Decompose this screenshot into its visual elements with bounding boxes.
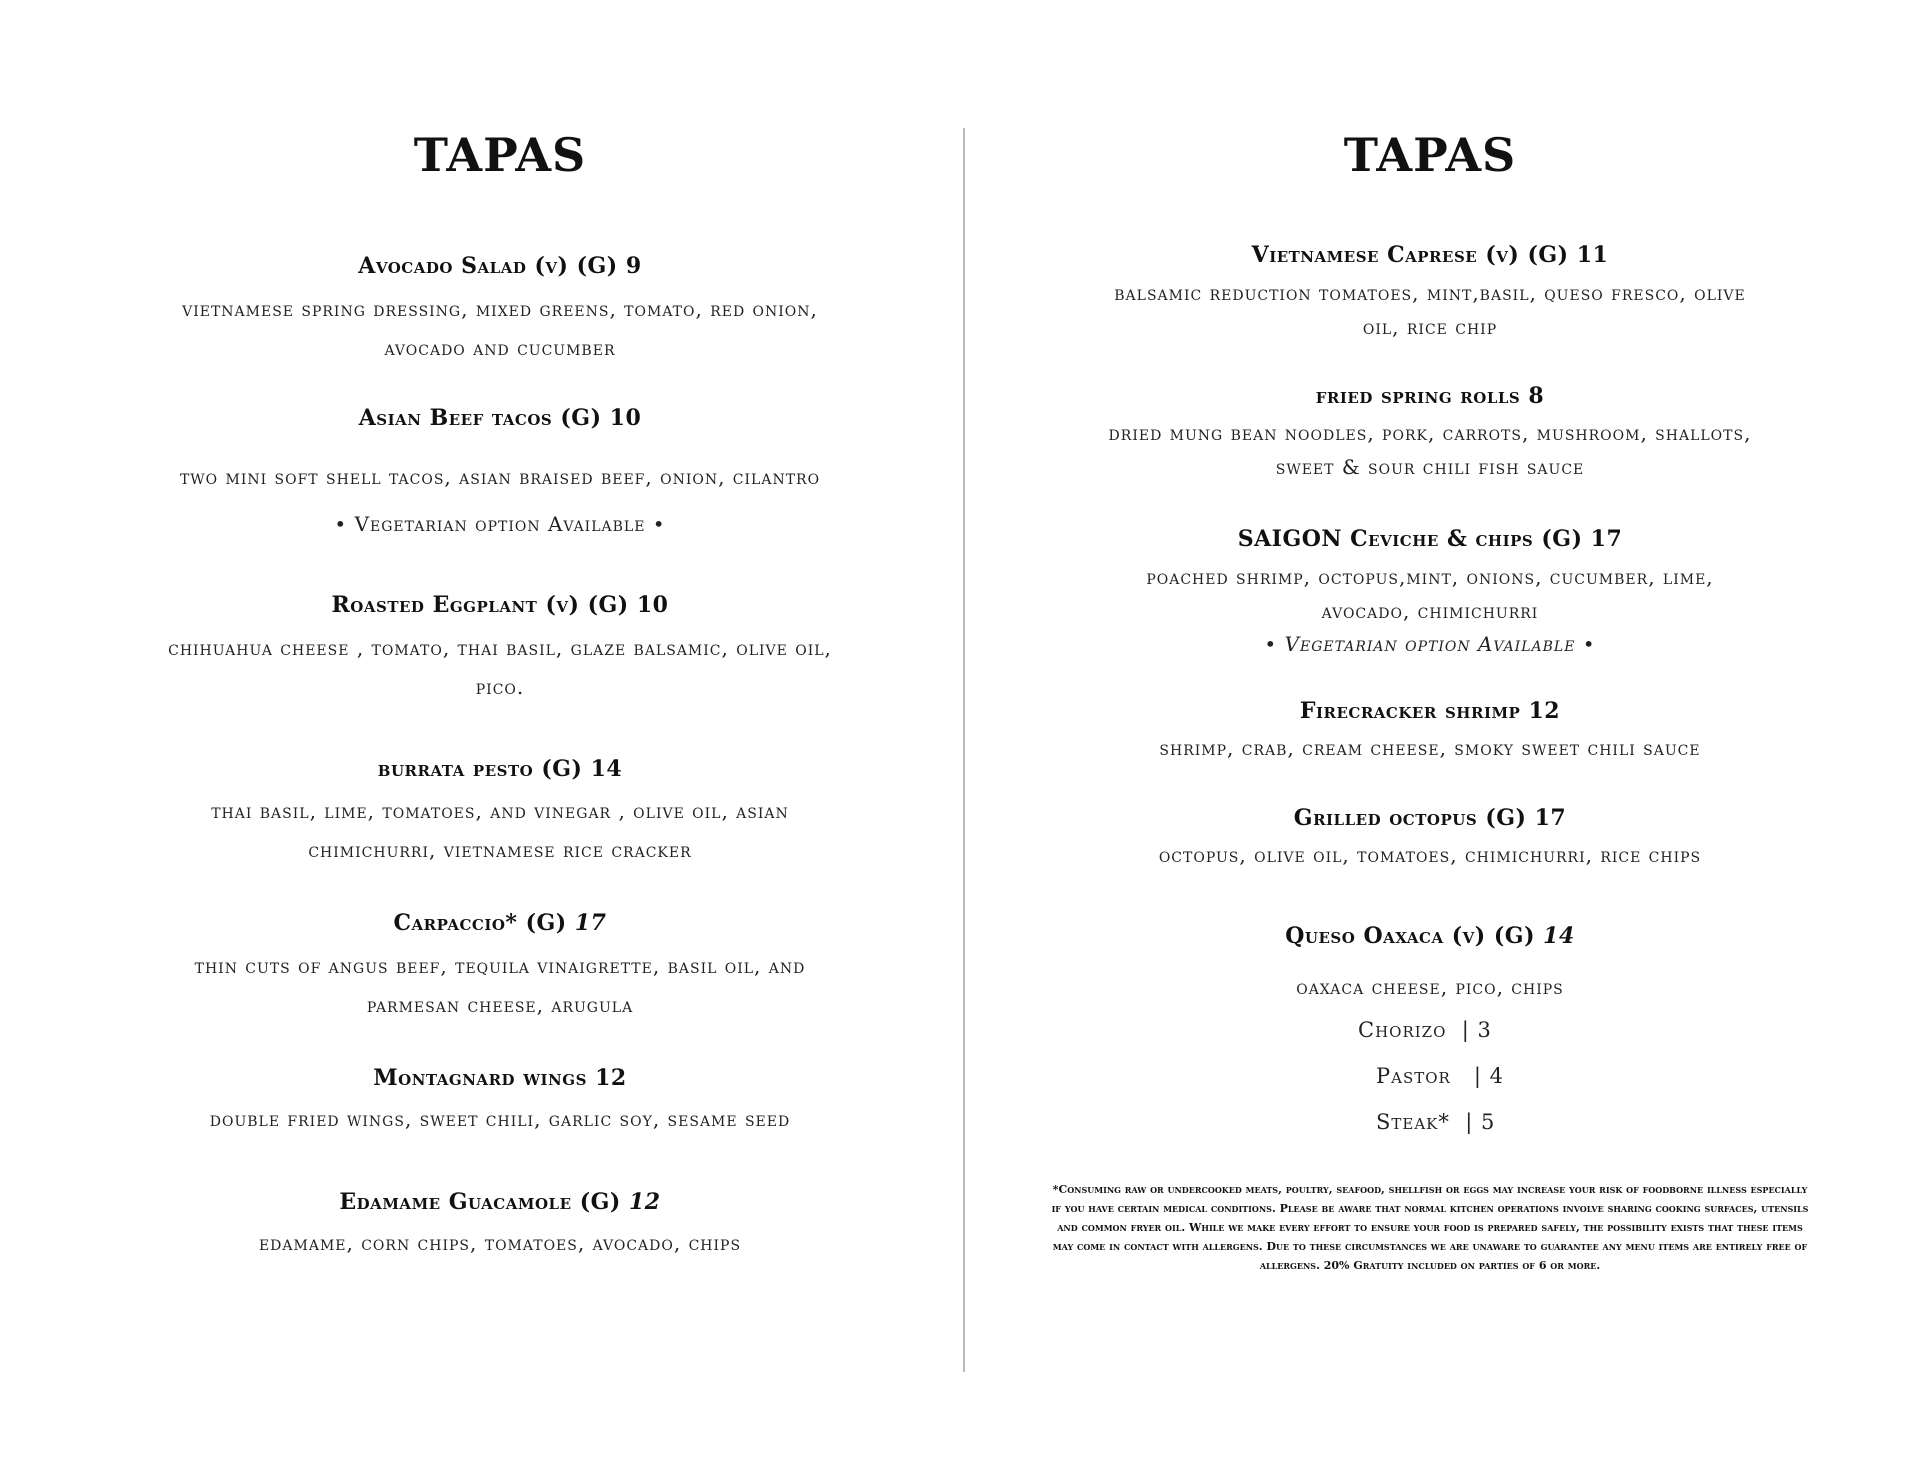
item-title-edamame-guacamole — [90, 1189, 910, 1215]
left-heading: TAPAS — [413, 128, 587, 182]
desc-line: pico. — [475, 675, 525, 699]
item-title-montagnard-wings: Montagnard wings 12 — [373, 1065, 627, 1091]
desc-line: thai basil, lime, tomatoes, and vinegar , olive oil, asian — [211, 799, 789, 823]
item-desc-fried-spring-rolls — [1020, 416, 1840, 484]
item-title-carpaccio — [90, 910, 910, 936]
item-title-avocado-salad: Avocado Salad (v) (G) 9 — [358, 253, 642, 279]
desc-line: balsamic reduction tomatoes, mint,basil, queso fresco, olive — [1114, 281, 1746, 305]
desc-line: avocado and cucumber — [384, 336, 616, 360]
item-title-grilled-octopus: Grilled octopus (G) 17 — [1293, 805, 1567, 831]
right-heading: TAPAS — [1343, 128, 1517, 182]
item-title-asian-beef-tacos: Asian Beef tacos (G) 10 — [358, 405, 642, 431]
desc-line: parmesan cheese, arugula — [366, 993, 634, 1017]
item-title-fried-spring-rolls: fried spring rolls 8 — [1315, 383, 1545, 409]
desc-line: oaxaca cheese, pico, chips — [1296, 975, 1564, 999]
desc-line: poached shrimp, octopus,mint, onions, cucumber, lime, — [1146, 565, 1714, 589]
vegetarian-note: • Vegetarian option Available • — [1264, 632, 1596, 656]
column-divider — [963, 128, 965, 1372]
desc-line: vietnamese spring dressing, mixed greens, tomato, red onion, — [182, 297, 818, 321]
item-desc-asian-beef-tacos — [90, 458, 910, 497]
desc-line: avocado, chimichurri — [1321, 599, 1539, 623]
desc-line: octopus, olive oil, tomatoes, chimichurri, rice chips — [1158, 843, 1702, 867]
desc-line: thin cuts of angus beef, tequila vinaigrette, basil oil, and — [194, 954, 806, 978]
title-text: Carpaccio* (G) — [393, 910, 575, 936]
item-desc-burrata-pesto — [90, 792, 910, 870]
item-desc-edamame-guacamole — [90, 1224, 910, 1263]
desc-line: chimichurri, vietnamese rice cracker — [308, 838, 692, 862]
desc-line: oil, rice chip — [1362, 315, 1498, 339]
item-title-roasted-eggplant: Roasted Eggplant (v) (G) 10 — [331, 592, 669, 618]
item-title-saigon-ceviche: SAIGON Ceviche & chips (G) 17 — [1237, 526, 1623, 552]
item-price: 12 — [628, 1189, 661, 1215]
desc-line: dried mung bean noodles, pork, carrots, mushroom, shallots, — [1108, 421, 1752, 445]
allergen-disclaimer: *Consuming raw or undercooked meats, poultry, seafood, shellfish or eggs may increase your risk of foodborne illness especially if you have certain medical conditions. Please be aware that normal kitchen operations involve sharing cooking surfaces, utensils and common fryer oil. While we make every effort to ensure your food is prepared safely, the possibility exists that these items may come in contact with allergens. Due to these circumstances we are unaware to guarantee any menu items are entirely free of allergens. 20% Gratuity included on parties of 6 or more. — [1051, 1183, 1809, 1272]
item-desc-saigon-ceviche — [1020, 560, 1840, 628]
item-desc-avocado-salad — [90, 290, 910, 368]
addon-chorizo: Chorizo | 3 — [1358, 1018, 1492, 1042]
item-desc-roasted-eggplant — [90, 629, 910, 707]
item-desc-montagnard-wings — [90, 1100, 910, 1139]
desc-line: shrimp, crab, cream cheese, smoky sweet chili sauce — [1159, 736, 1701, 760]
item-title-vietnamese-caprese: Vietnamese Caprese (v) (G) 11 — [1251, 242, 1609, 268]
item-price: 17 — [574, 910, 607, 936]
title-text: Edamame Guacamole (G) — [339, 1189, 629, 1215]
item-desc-vietnamese-caprese — [1020, 276, 1840, 344]
item-price: 14 — [1543, 923, 1575, 949]
desc-line: edamame, corn chips, tomatoes, avocado, chips — [258, 1231, 742, 1255]
item-desc-carpaccio — [90, 947, 910, 1025]
addon-pastor: Pastor | 4 — [1376, 1064, 1504, 1088]
item-desc-queso-oaxaca — [1020, 970, 1840, 1004]
desc-line: chihuahua cheese , tomato, thai basil, glaze balsamic, olive oil, — [168, 636, 832, 660]
addon-steak: Steak* | 5 — [1376, 1110, 1496, 1134]
item-desc-grilled-octopus — [1020, 838, 1840, 872]
item-title-firecracker-shrimp: Firecracker shrimp 12 — [1299, 698, 1561, 724]
desc-line: two mini soft shell tacos, asian braised beef, onion, cilantro — [179, 465, 821, 489]
vegetarian-note: • Vegetarian option Available • — [334, 512, 666, 536]
desc-line: sweet & sour chili fish sauce — [1275, 455, 1585, 479]
item-desc-firecracker-shrimp — [1020, 731, 1840, 765]
desc-line: double fried wings, sweet chili, garlic soy, sesame seed — [209, 1107, 791, 1131]
item-title-queso-oaxaca — [1020, 923, 1840, 949]
item-title-burrata-pesto: burrata pesto (G) 14 — [377, 756, 623, 782]
title-text: Queso Oaxaca (v) (G) — [1285, 923, 1544, 949]
